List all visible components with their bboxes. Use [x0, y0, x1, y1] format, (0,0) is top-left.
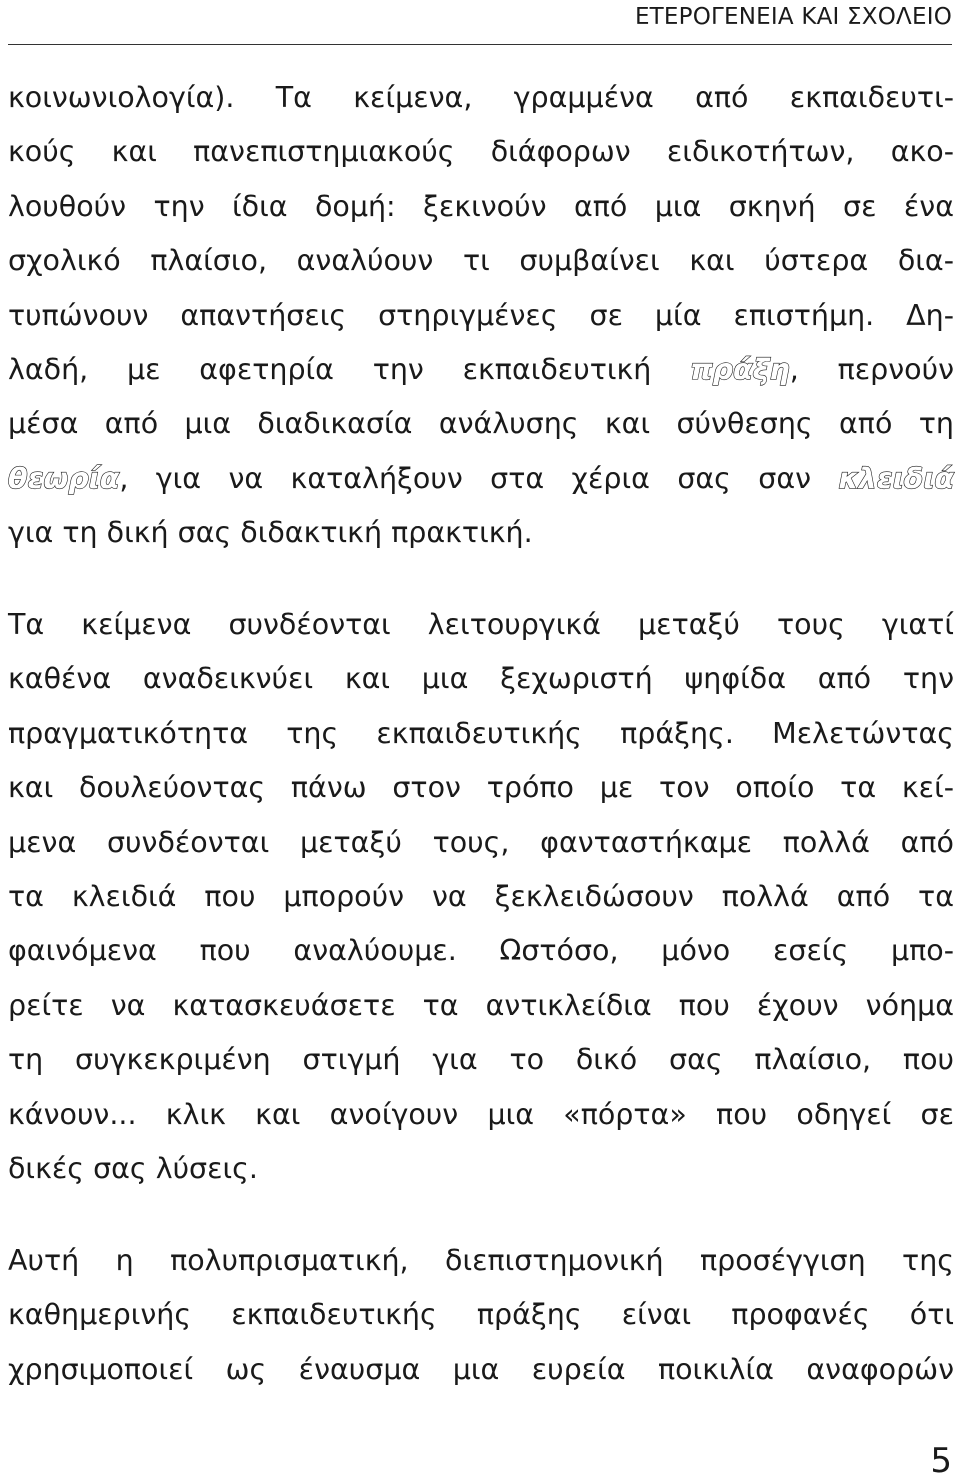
text-line: μέσα από μια διαδικασία ανάλυσης και σύνθεσης από τη — [8, 407, 954, 441]
text-line: λουθούν την ίδια δομή: ξεκινούν από μια σκηνή σε ένα — [8, 189, 954, 223]
paragraph-1 — [8, 71, 954, 561]
text-line: κοινωνιολογία). Τα κείμενα, γραμμένα από εκπαιδευτι- — [8, 81, 954, 114]
keyword-kleidia: κλειδιά — [838, 461, 954, 495]
text-line: δικές σας λύσεις. — [8, 1152, 258, 1186]
text-line: Αυτή η πολυπρισματική, διεπιστημονική προσέγγιση της — [8, 1244, 954, 1277]
text-segment: , για να καταλήξουν στα χέρια σας σαν — [119, 461, 839, 495]
text-line — [8, 343, 954, 397]
text-line: καθένα αναδεικνύει και μια ξεχωριστή ψηφίδα από την — [8, 662, 954, 696]
keyword-praxi: πράξη — [690, 353, 790, 387]
text-line: σχολικό πλαίσιο, αναλύουν τι συμβαίνει και ύστερα δια- — [8, 244, 954, 278]
text-line: Τα κείμενα συνδέονται λειτουργικά μεταξύ τους γιατί — [8, 608, 954, 641]
text-line: τη συγκεκριμένη στιγμή για το δικό σας πλαίσιο, που — [8, 1043, 954, 1077]
text-line — [8, 452, 954, 506]
text-segment: λαδή, με αφετηρία την εκπαιδευτική — [8, 353, 691, 387]
text-line: ρείτε να κατασκευάσετε τα αντικλείδια που έχουν νόημα — [8, 988, 954, 1022]
text-line: καθημερινής εκπαιδευτικής πράξης είναι προφανές ότι — [8, 1298, 954, 1332]
running-header: ΕΤΕΡΟΓΕΝΕΙΑ ΚΑΙ ΣΧΟΛΕΙΟ — [634, 4, 952, 30]
text-line: μενα συνδέονται μεταξύ τους, φανταστήκαμε πολλά από — [8, 825, 954, 859]
header-rule — [8, 44, 952, 45]
text-line: κούς και πανεπιστημιακούς διάφορων ειδικοτήτων, ακο- — [8, 135, 954, 169]
text-line: φαινόμενα που αναλύουμε. Ωστόσο, μόνο εσείς μπο- — [8, 934, 954, 968]
text-line: για τη δική σας διδακτική πρακτική. — [8, 516, 533, 550]
text-line: κάνουν... κλικ και ανοίγουν μια «πόρτα» που οδηγεί σε — [8, 1097, 954, 1131]
text-line: και δουλεύοντας πάνω στον τρόπο με τον οποίο τα κεί- — [8, 771, 954, 805]
keyword-theoria: θεωρία — [8, 461, 120, 495]
text-line: χρησιμοποιεί ως έναυσμα μια ευρεία ποικιλία αναφορών — [8, 1352, 954, 1386]
paragraph-3 — [8, 1234, 954, 1397]
text-line: τα κλειδιά που μπορούν να ξεκλειδώσουν πολλά από τα — [8, 880, 954, 914]
text-segment: , περνούν — [789, 353, 954, 387]
text-line: τυπώνουν απαντήσεις στηριγμένες σε μία επιστήμη. Δη- — [8, 298, 954, 332]
page-number: 5 — [930, 1441, 952, 1481]
paragraph-2 — [8, 598, 954, 1196]
text-line: πραγματικότητα της εκπαιδευτικής πράξης. Μελετώντας — [8, 716, 954, 750]
